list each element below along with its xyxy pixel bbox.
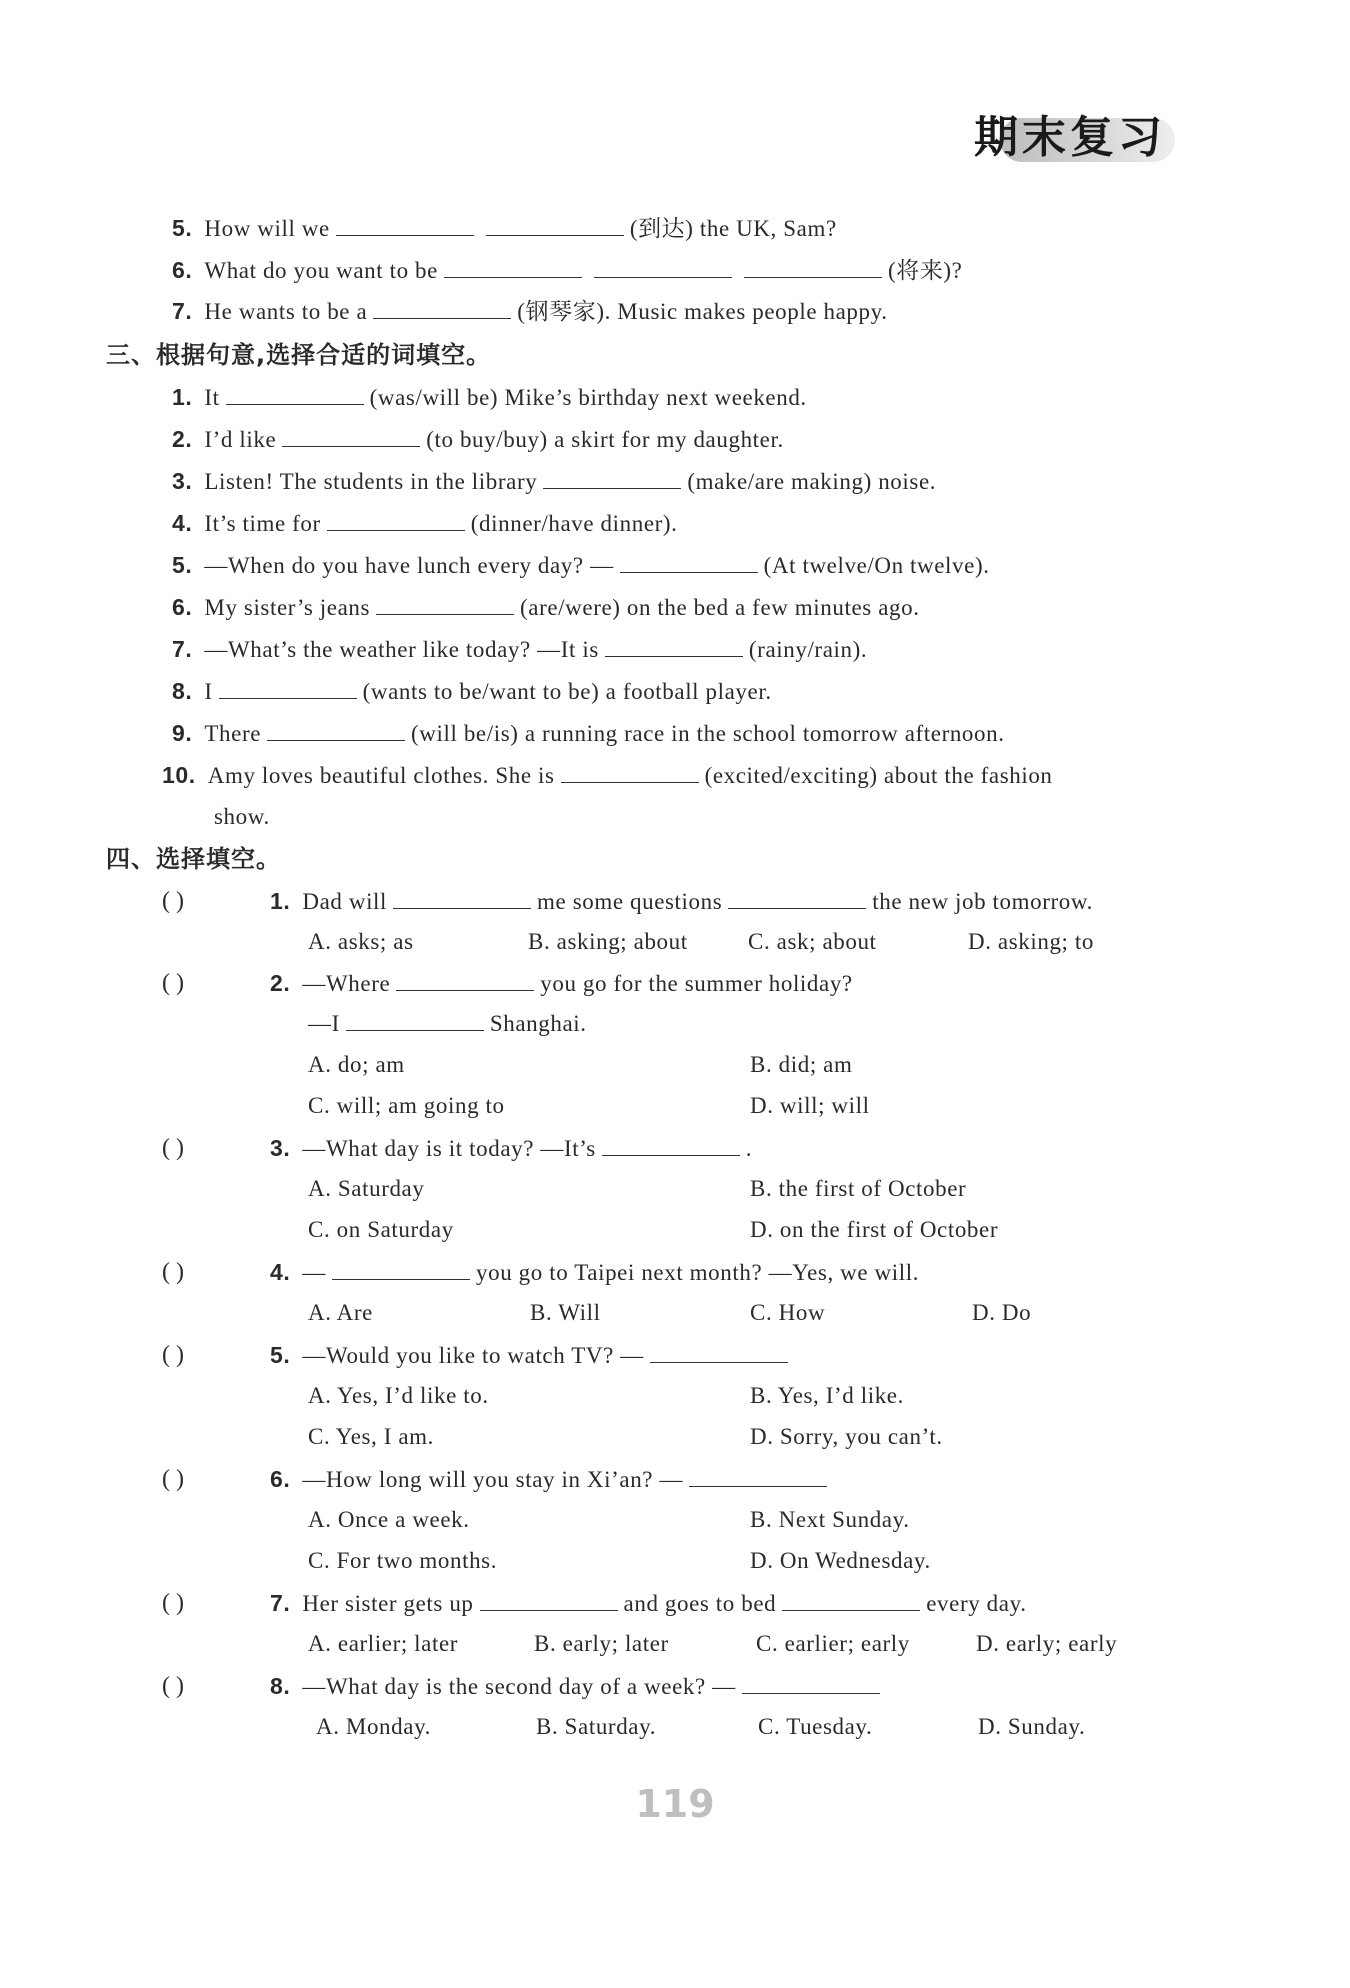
answer-blank[interactable] — [742, 1671, 880, 1694]
answer-blank[interactable] — [689, 1464, 827, 1487]
question-4 — [270, 1252, 919, 1293]
answer-blank[interactable] — [650, 1340, 788, 1363]
question-3 — [270, 1128, 752, 1169]
option-b[interactable]: B. Next Sunday. — [750, 1507, 910, 1532]
option-c[interactable]: C. will; am going to — [308, 1093, 505, 1118]
section3-item — [172, 713, 1005, 754]
option-b[interactable]: B. the first of October — [750, 1176, 967, 1201]
answer-blank[interactable] — [327, 508, 465, 531]
option-d[interactable]: D. early; early — [976, 1631, 1118, 1656]
item-number: 5. — [270, 1342, 291, 1368]
item-text: you go to Taipei next month? —Yes, we will. — [476, 1260, 920, 1285]
part2-item-7 — [172, 291, 888, 332]
item-text: Listen! The students in the library — [204, 469, 538, 494]
section-3-heading: 三、根据句意,选择合适的词填空。 — [106, 341, 492, 369]
option-d[interactable]: D. asking; to — [968, 929, 1094, 954]
option-a[interactable]: A. do; am — [308, 1052, 405, 1077]
item-text: —How long will you stay in Xi’an? — — [302, 1467, 684, 1492]
option-c[interactable]: C. How — [750, 1300, 826, 1325]
option-d[interactable]: D. Do — [972, 1300, 1032, 1325]
item-number: 3. — [172, 468, 193, 494]
option-c[interactable]: C. Tuesday. — [758, 1714, 873, 1739]
item-text: — — [302, 1260, 326, 1285]
item-text: (rainy/rain). — [748, 637, 868, 662]
section3-item — [172, 377, 807, 418]
item-number: 6. — [172, 257, 193, 283]
answer-blank[interactable] — [373, 296, 511, 319]
item-text: the new job tomorrow. — [872, 889, 1093, 914]
option-b[interactable]: B. Will — [530, 1300, 601, 1325]
item-text: He wants to be a — [204, 299, 368, 324]
question-5 — [270, 1335, 794, 1376]
item-text: —I — [308, 1011, 340, 1036]
section3-item — [172, 587, 920, 628]
answer-blank[interactable] — [226, 382, 364, 405]
item-text: (excited/exciting) about the fashion — [704, 763, 1053, 788]
answer-blank[interactable] — [219, 676, 357, 699]
answer-blank[interactable] — [346, 1008, 484, 1031]
question-2-reply — [308, 1004, 587, 1044]
answer-blank[interactable] — [393, 886, 531, 909]
answer-parentheses[interactable]: ( ) — [162, 888, 184, 914]
item-text: —What’s the weather like today? —It is — [204, 637, 599, 662]
item-text: every day. — [926, 1591, 1027, 1616]
answer-blank[interactable] — [620, 550, 758, 573]
option-a[interactable]: A. Yes, I’d like to. — [308, 1383, 489, 1408]
item-number: 7. — [172, 636, 193, 662]
item-text: Shanghai. — [489, 1011, 587, 1036]
item-text: me some questions — [537, 889, 723, 914]
answer-blank[interactable] — [782, 1588, 920, 1611]
question-2 — [270, 963, 853, 1004]
item-text: Her sister gets up — [302, 1591, 474, 1616]
item-number: 1. — [172, 384, 193, 410]
item-text: —What day is it today? —It’s — [302, 1136, 596, 1161]
question-7 — [270, 1583, 1027, 1624]
item-text: (are/were) on the bed a few minutes ago. — [520, 595, 920, 620]
option-b[interactable]: B. early; later — [534, 1631, 669, 1656]
item-text: you go for the summer holiday? — [540, 971, 853, 996]
answer-blank[interactable] — [267, 718, 405, 741]
option-a[interactable]: A. Once a week. — [308, 1507, 470, 1532]
option-d[interactable]: D. Sunday. — [978, 1714, 1086, 1739]
item-text: (was/will be) Mike’s birthday next weekend. — [369, 385, 807, 410]
item-number: 6. — [172, 594, 193, 620]
item-number: 2. — [270, 970, 291, 996]
question-6 — [270, 1459, 833, 1500]
item-number: 8. — [172, 678, 193, 704]
answer-parentheses[interactable]: ( ) — [162, 1342, 184, 1368]
section3-item — [162, 755, 1053, 796]
answer-blank[interactable] — [376, 592, 514, 615]
option-b[interactable]: B. asking; about — [528, 929, 688, 954]
part2-item-5 — [172, 208, 837, 249]
section3-item — [172, 629, 867, 670]
item-text: (到达) the UK, Sam? — [629, 216, 837, 241]
item-number: 6. — [270, 1466, 291, 1492]
item-number: 3. — [270, 1135, 291, 1161]
option-c[interactable]: C. ask; about — [748, 929, 877, 954]
item-number: 10. — [162, 762, 196, 788]
item-text: and goes to bed — [623, 1591, 777, 1616]
option-a[interactable]: A. asks; as — [308, 929, 414, 954]
option-c[interactable]: C. earlier; early — [756, 1631, 910, 1656]
item-number: 2. — [172, 426, 193, 452]
item-text: —Would you like to watch TV? — — [302, 1343, 644, 1368]
option-d[interactable]: D. Sorry, you can’t. — [750, 1424, 943, 1449]
part2-item-6 — [172, 250, 963, 291]
item-text: It — [204, 385, 220, 410]
option-d[interactable]: D. on the first of October — [750, 1217, 999, 1242]
question-1 — [270, 881, 1093, 922]
answer-blank[interactable] — [336, 213, 474, 236]
item-text: (At twelve/On twelve). — [763, 553, 990, 578]
section3-item — [172, 671, 772, 712]
item-number: 5. — [172, 215, 193, 241]
option-b[interactable]: B. Saturday. — [536, 1714, 657, 1739]
item-text: Dad will — [302, 889, 388, 914]
answer-blank[interactable] — [486, 213, 624, 236]
section3-item — [172, 503, 678, 544]
section-4-heading: 四、选择填空。 — [106, 845, 281, 873]
item-number: 7. — [172, 298, 193, 324]
item-text: (wants to be/want to be) a football player. — [362, 679, 772, 704]
option-a[interactable]: A. earlier; later — [308, 1631, 459, 1656]
item-text: I’d like — [204, 427, 277, 452]
item-text: How will we — [204, 216, 330, 241]
section3-item — [172, 419, 784, 460]
answer-parentheses[interactable]: ( ) — [162, 1673, 184, 1699]
answer-parentheses[interactable]: ( ) — [162, 970, 184, 996]
section3-item — [172, 545, 990, 586]
option-a[interactable]: A. Saturday — [308, 1176, 425, 1201]
option-d[interactable]: D. will; will — [750, 1093, 870, 1118]
option-a[interactable]: A. Are — [308, 1300, 373, 1325]
option-b[interactable]: B. Yes, I’d like. — [750, 1383, 904, 1408]
answer-blank[interactable] — [744, 255, 882, 278]
item-text: I — [204, 679, 213, 704]
item-number: 9. — [172, 720, 193, 746]
answer-blank[interactable] — [728, 886, 866, 909]
answer-blank[interactable] — [332, 1257, 470, 1280]
item-number: 1. — [270, 888, 291, 914]
item-text: (to buy/buy) a skirt for my daughter. — [426, 427, 784, 452]
item-text: (will be/is) a running race in the school tomorrow afternoon. — [411, 721, 1005, 746]
item-number: 4. — [270, 1259, 291, 1285]
option-b[interactable]: B. did; am — [750, 1052, 853, 1077]
item-text: —Where — [302, 971, 391, 996]
answer-blank[interactable] — [543, 466, 681, 489]
item-text: What do you want to be — [204, 258, 438, 283]
item-text: (make/are making) noise. — [687, 469, 937, 494]
answer-blank[interactable] — [605, 634, 743, 657]
option-a[interactable]: A. Monday. — [316, 1714, 432, 1739]
answer-blank[interactable] — [594, 255, 732, 278]
answer-blank[interactable] — [561, 760, 699, 783]
item-text: . — [745, 1136, 753, 1161]
item-text: (dinner/have dinner). — [470, 511, 678, 536]
item-text: My sister’s jeans — [204, 595, 371, 620]
question-8 — [270, 1666, 886, 1707]
option-c[interactable]: C. on Saturday — [308, 1217, 454, 1242]
option-c[interactable]: C. Yes, I am. — [308, 1424, 435, 1449]
item-number: 7. — [270, 1590, 291, 1616]
item-text: It’s time for — [204, 511, 321, 536]
page-header-title: 期末复习 — [974, 112, 1166, 163]
answer-blank[interactable] — [282, 424, 420, 447]
answer-parentheses[interactable]: ( ) — [162, 1466, 184, 1492]
answer-blank[interactable] — [480, 1588, 618, 1611]
item-text: —What day is the second day of a week? — — [302, 1674, 736, 1699]
answer-parentheses[interactable]: ( ) — [162, 1135, 184, 1161]
answer-blank[interactable] — [444, 255, 582, 278]
option-d[interactable]: D. On Wednesday. — [750, 1548, 931, 1573]
item-text: (钢琴家). Music makes people happy. — [517, 299, 888, 324]
item-text: —When do you have lunch every day? — — [204, 553, 614, 578]
item-number: 5. — [172, 552, 193, 578]
item-text: There — [204, 721, 262, 746]
section3-item — [172, 461, 936, 502]
section3-item-continuation: show. — [214, 804, 270, 829]
answer-parentheses[interactable]: ( ) — [162, 1590, 184, 1616]
item-number: 4. — [172, 510, 193, 536]
answer-parentheses[interactable]: ( ) — [162, 1259, 184, 1285]
option-c[interactable]: C. For two months. — [308, 1548, 498, 1573]
item-text: (将来)? — [887, 258, 963, 283]
page-number: 119 — [635, 1782, 715, 1826]
item-number: 8. — [270, 1673, 291, 1699]
answer-blank[interactable] — [602, 1133, 740, 1156]
answer-blank[interactable] — [396, 968, 534, 991]
item-text: Amy loves beautiful clothes. She is — [207, 763, 555, 788]
